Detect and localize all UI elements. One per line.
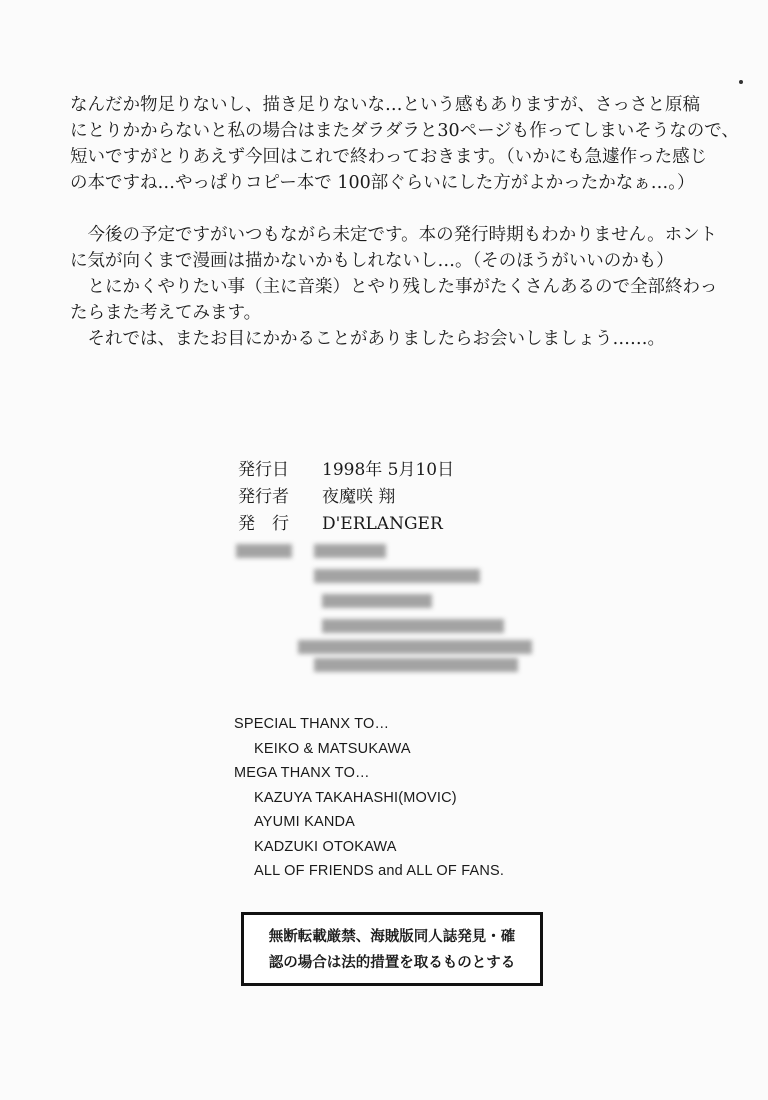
mega-thanks-name: AYUMI KANDA	[254, 814, 356, 830]
mega-thanks-name: ALL OF FRIENDS and ALL OF FANS.	[254, 863, 505, 879]
colophon-label: 発行日	[238, 460, 289, 480]
colophon-row-circle	[238, 511, 454, 538]
afterword-paragraph-2	[70, 222, 720, 352]
redacted-address-block	[236, 540, 536, 670]
afterword-text	[70, 92, 739, 378]
colophon	[238, 457, 454, 538]
colophon-row-date	[238, 457, 454, 484]
colophon-value: D'ERLANGER	[322, 514, 443, 534]
afterword-line: の本ですね…やっぱりコピー本で 100部ぐらいにした方がよかったかなぁ…。）	[70, 173, 695, 193]
mega-thanks-name: KADZUKI OTOKAWA	[254, 838, 397, 855]
redacted-line	[314, 569, 480, 583]
page-speck	[739, 80, 743, 84]
colophon-label: 発 行	[238, 514, 289, 534]
redacted-line	[322, 594, 432, 608]
colophon-value: 夜魔咲 翔	[322, 487, 396, 507]
redacted-line	[314, 658, 518, 672]
afterword-paragraph-1	[70, 92, 739, 196]
afterword-line: にとりかからないと私の場合はまたダラダラと30ページも作ってしまいそうなので、	[70, 121, 739, 141]
afterword-line: たらまた考えてみます。	[70, 303, 262, 323]
afterword-line: それでは、またお目にかかることがありましたらお会いしましょう……。	[70, 329, 665, 349]
afterword-line: とにかくやりたい事（主に音楽）とやり残した事がたくさんあるので全部終わっ	[70, 277, 718, 297]
colophon-label: 発行者	[238, 487, 289, 507]
redacted-line	[322, 619, 504, 633]
redacted-line	[298, 640, 532, 654]
redacted-line	[236, 544, 292, 558]
copyright-notice-box	[241, 912, 543, 986]
special-thanks-name: KEIKO & MATSUKAWA	[254, 740, 411, 757]
special-thanks-heading: SPECIAL THANX TO…	[234, 716, 390, 732]
copyright-notice-line: 無断転載厳禁、海賊版同人誌発見・確	[268, 929, 516, 945]
mega-thanks-heading: MEGA THANX TO…	[234, 765, 370, 781]
afterword-line: に気が向くまで漫画は描かないかもしれないし…。（そのほうがいいのかも）	[70, 251, 674, 271]
afterword-line: 今後の予定ですがいつもながら未定です。本の発行時期もわかりません。ホント	[70, 225, 718, 245]
thanks-credits	[234, 712, 504, 884]
copyright-notice-line: 認の場合は法的措置を取るものとする	[268, 955, 516, 971]
colophon-row-publisher	[238, 484, 454, 511]
mega-thanks-name: KAZUYA TAKAHASHI(MOVIC)	[254, 789, 457, 806]
afterword-line: 短いですがとりあえず今回はこれで終わっておきます。（いかにも急遽作った感じ	[70, 147, 708, 167]
colophon-value: 1998年 5月10日	[322, 460, 455, 480]
afterword-line: なんだか物足りないし、描き足りないな…という感もありますが、さっさと原稿	[70, 95, 700, 115]
redacted-line	[314, 544, 386, 558]
